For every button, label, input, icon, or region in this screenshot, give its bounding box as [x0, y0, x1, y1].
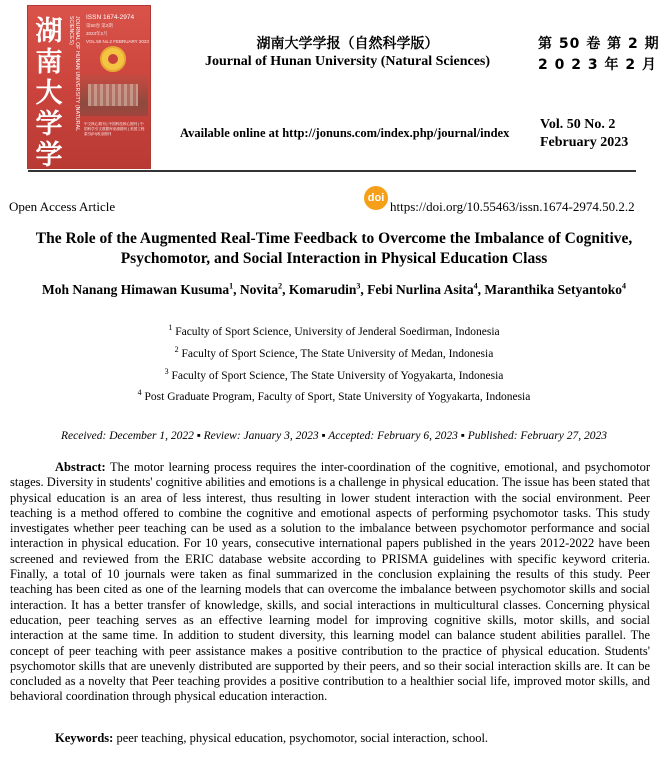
- journal-name-en: Journal of Hunan University (Natural Sciences): [204, 54, 491, 69]
- author-name: Febi Nurlina Asita: [367, 282, 474, 297]
- author-affiliation-mark: 4: [622, 281, 627, 291]
- journal-name-cn: 湖南大学学报（自然科学版）: [256, 36, 439, 52]
- cover-title: [32, 16, 66, 168]
- abstract: [10, 460, 650, 705]
- cover-title-char: 大: [35, 78, 63, 109]
- author-separator: ,: [282, 282, 289, 297]
- publication-dates: Received: December 1, 2022 ▪ Review: January 3, 2023 ▪ Accepted: February 6, 2023 ▪ Published: February 27, 2023: [61, 430, 607, 442]
- cover-issn: ISSN 1674-2974: [86, 14, 135, 21]
- author-separator: ,: [233, 282, 240, 297]
- university-emblem-icon: [100, 46, 126, 72]
- affiliation-number: 2: [174, 345, 179, 355]
- affiliation-text: Faculty of Sport Science, University of Jenderal Soedirman, Indonesia: [175, 326, 500, 338]
- journal-cover-image: [28, 6, 150, 168]
- open-access-label: Open Access Article: [9, 199, 116, 214]
- author-affiliation-mark: 3: [356, 281, 361, 291]
- author-name: Maranthika Setyantoko: [484, 282, 623, 297]
- affiliation-number: 3: [164, 367, 169, 377]
- author-name: Komarudin: [288, 282, 357, 297]
- doi-icon: doi: [364, 186, 388, 210]
- available-online-link[interactable]: Available online at http://jonuns.com/index.php/journal/index: [180, 126, 510, 140]
- author-name: Moh Nanang Himawan Kusuma: [41, 282, 230, 297]
- abstract-label: Abstract:: [55, 460, 106, 474]
- cover-vol: VOL.50 No.2 FEBRUARY 2023: [86, 39, 149, 44]
- keywords: [55, 731, 488, 746]
- affiliation-number: 4: [137, 388, 142, 398]
- cover-vertical-subtitle: JOURNAL OF HUNAN UNIVERSITY (NATURAL SCIENCES): [68, 16, 80, 131]
- volume-en: Vol. 50 No. 2: [540, 117, 616, 132]
- author-separator: ,: [477, 282, 485, 297]
- doi-link[interactable]: https://doi.org/10.55463/issn.1674-2974.50.2.2: [390, 199, 635, 214]
- author-name: Novita: [239, 282, 279, 297]
- author-affiliation-mark: 4: [473, 281, 478, 291]
- affiliation: [10, 367, 658, 382]
- affiliation: [10, 323, 658, 338]
- affiliation-text: Faculty of Sport Science, The State University of Yogyakarta, Indonesia: [171, 370, 504, 382]
- cover-issn-block: [86, 14, 149, 46]
- cover-title-char: 学: [35, 109, 63, 140]
- author-affiliation-mark: 2: [278, 281, 283, 291]
- author-affiliation-mark: 1: [229, 281, 234, 291]
- affiliation-number: 1: [168, 323, 173, 333]
- cover-title-char: 南: [35, 47, 63, 78]
- abstract-text: The motor learning process requires the inter-coordination of the cognitive, emotional, and psychomotor stages. Diversity in students' cognitive abilities and emotions is a challenge in physical education. The issue has been stated that physical education is an area of less interest, thus resulting in lower student interaction with the social environment. Peer teaching is a method offered to combine the cognitive and emotional aspects of performing psychomotor tasks. This study investigates whether peer teaching can be used as a solution to the imbalance between psychomotor performance and social interaction in physical education. For 10 years, consecutive international papers published in the years 2012-2022 have been screened and reviewed from the ERIC database website according to PRISMA guidelines with specific keyword criteria. Finally, a total of 10 journals were taken as final summarized in the conclusion explaining the results of this study. Peer teaching has been cited as one of the learning models that can overcome the imbalance between psychomotor skills and social interaction. It has a better transfer of knowledge, skills, and social interactions in multicultural classes. Concerning physical education, peer teaching serves as an effective learning model for improving cognitive skills, motor skills, and social interaction at the same time. In addition to student diversity, this learning model can balance student abilities parallel. The concept of peer teaching with peer assistance makes a positive contribution to the practice of physical education. Students' psychomotor skills that are unevenly distributed are supported by their peers, and so their social interaction skills are. It can be concluded as a novelty that Peer teaching provides a positive contribution to a healthier social life, improved motor skills, and behavioral coordination through physical education interaction.: [10, 460, 650, 704]
- cover-blurb: 中文核心期刊 | 中国科技核心期刊 | 中国科学引文数据库来源期刊 | 美国工程索引(EI)收录期刊: [84, 122, 145, 136]
- cover-date: 2023年2月: [86, 31, 108, 36]
- date-cn: 2 0 2 3 年 2 月: [538, 57, 657, 73]
- article-title: The Role of the Augmented Real-Time Feedback to Overcome the Imbalance of Cognitive, Psychomotor, and Social Interaction in Physical Education Class: [35, 230, 633, 267]
- volume-cn: 第 50 卷 第 2 期: [538, 36, 660, 52]
- affiliation: [10, 345, 658, 360]
- date-en: February 2023: [540, 135, 629, 150]
- keywords-label: Keywords:: [55, 731, 114, 745]
- cover-title-char: 湖: [35, 16, 63, 47]
- author-separator: ,: [360, 282, 368, 297]
- cover-building-photo: [80, 74, 148, 116]
- keywords-text: peer teaching, physical education, psychomotor, social interaction, school.: [116, 731, 489, 745]
- author-list: [20, 281, 648, 300]
- affiliation-text: Post Graduate Program, Faculty of Sport, State University of Yogyakarta, Indonesia: [144, 391, 531, 403]
- cover-title-char: 学: [35, 140, 63, 168]
- cover-issue: 第50卷 第2期: [86, 23, 113, 28]
- header-divider: [28, 170, 636, 172]
- affiliation-text: Faculty of Sport Science, The State University of Medan, Indonesia: [181, 348, 494, 360]
- affiliation: [10, 388, 658, 403]
